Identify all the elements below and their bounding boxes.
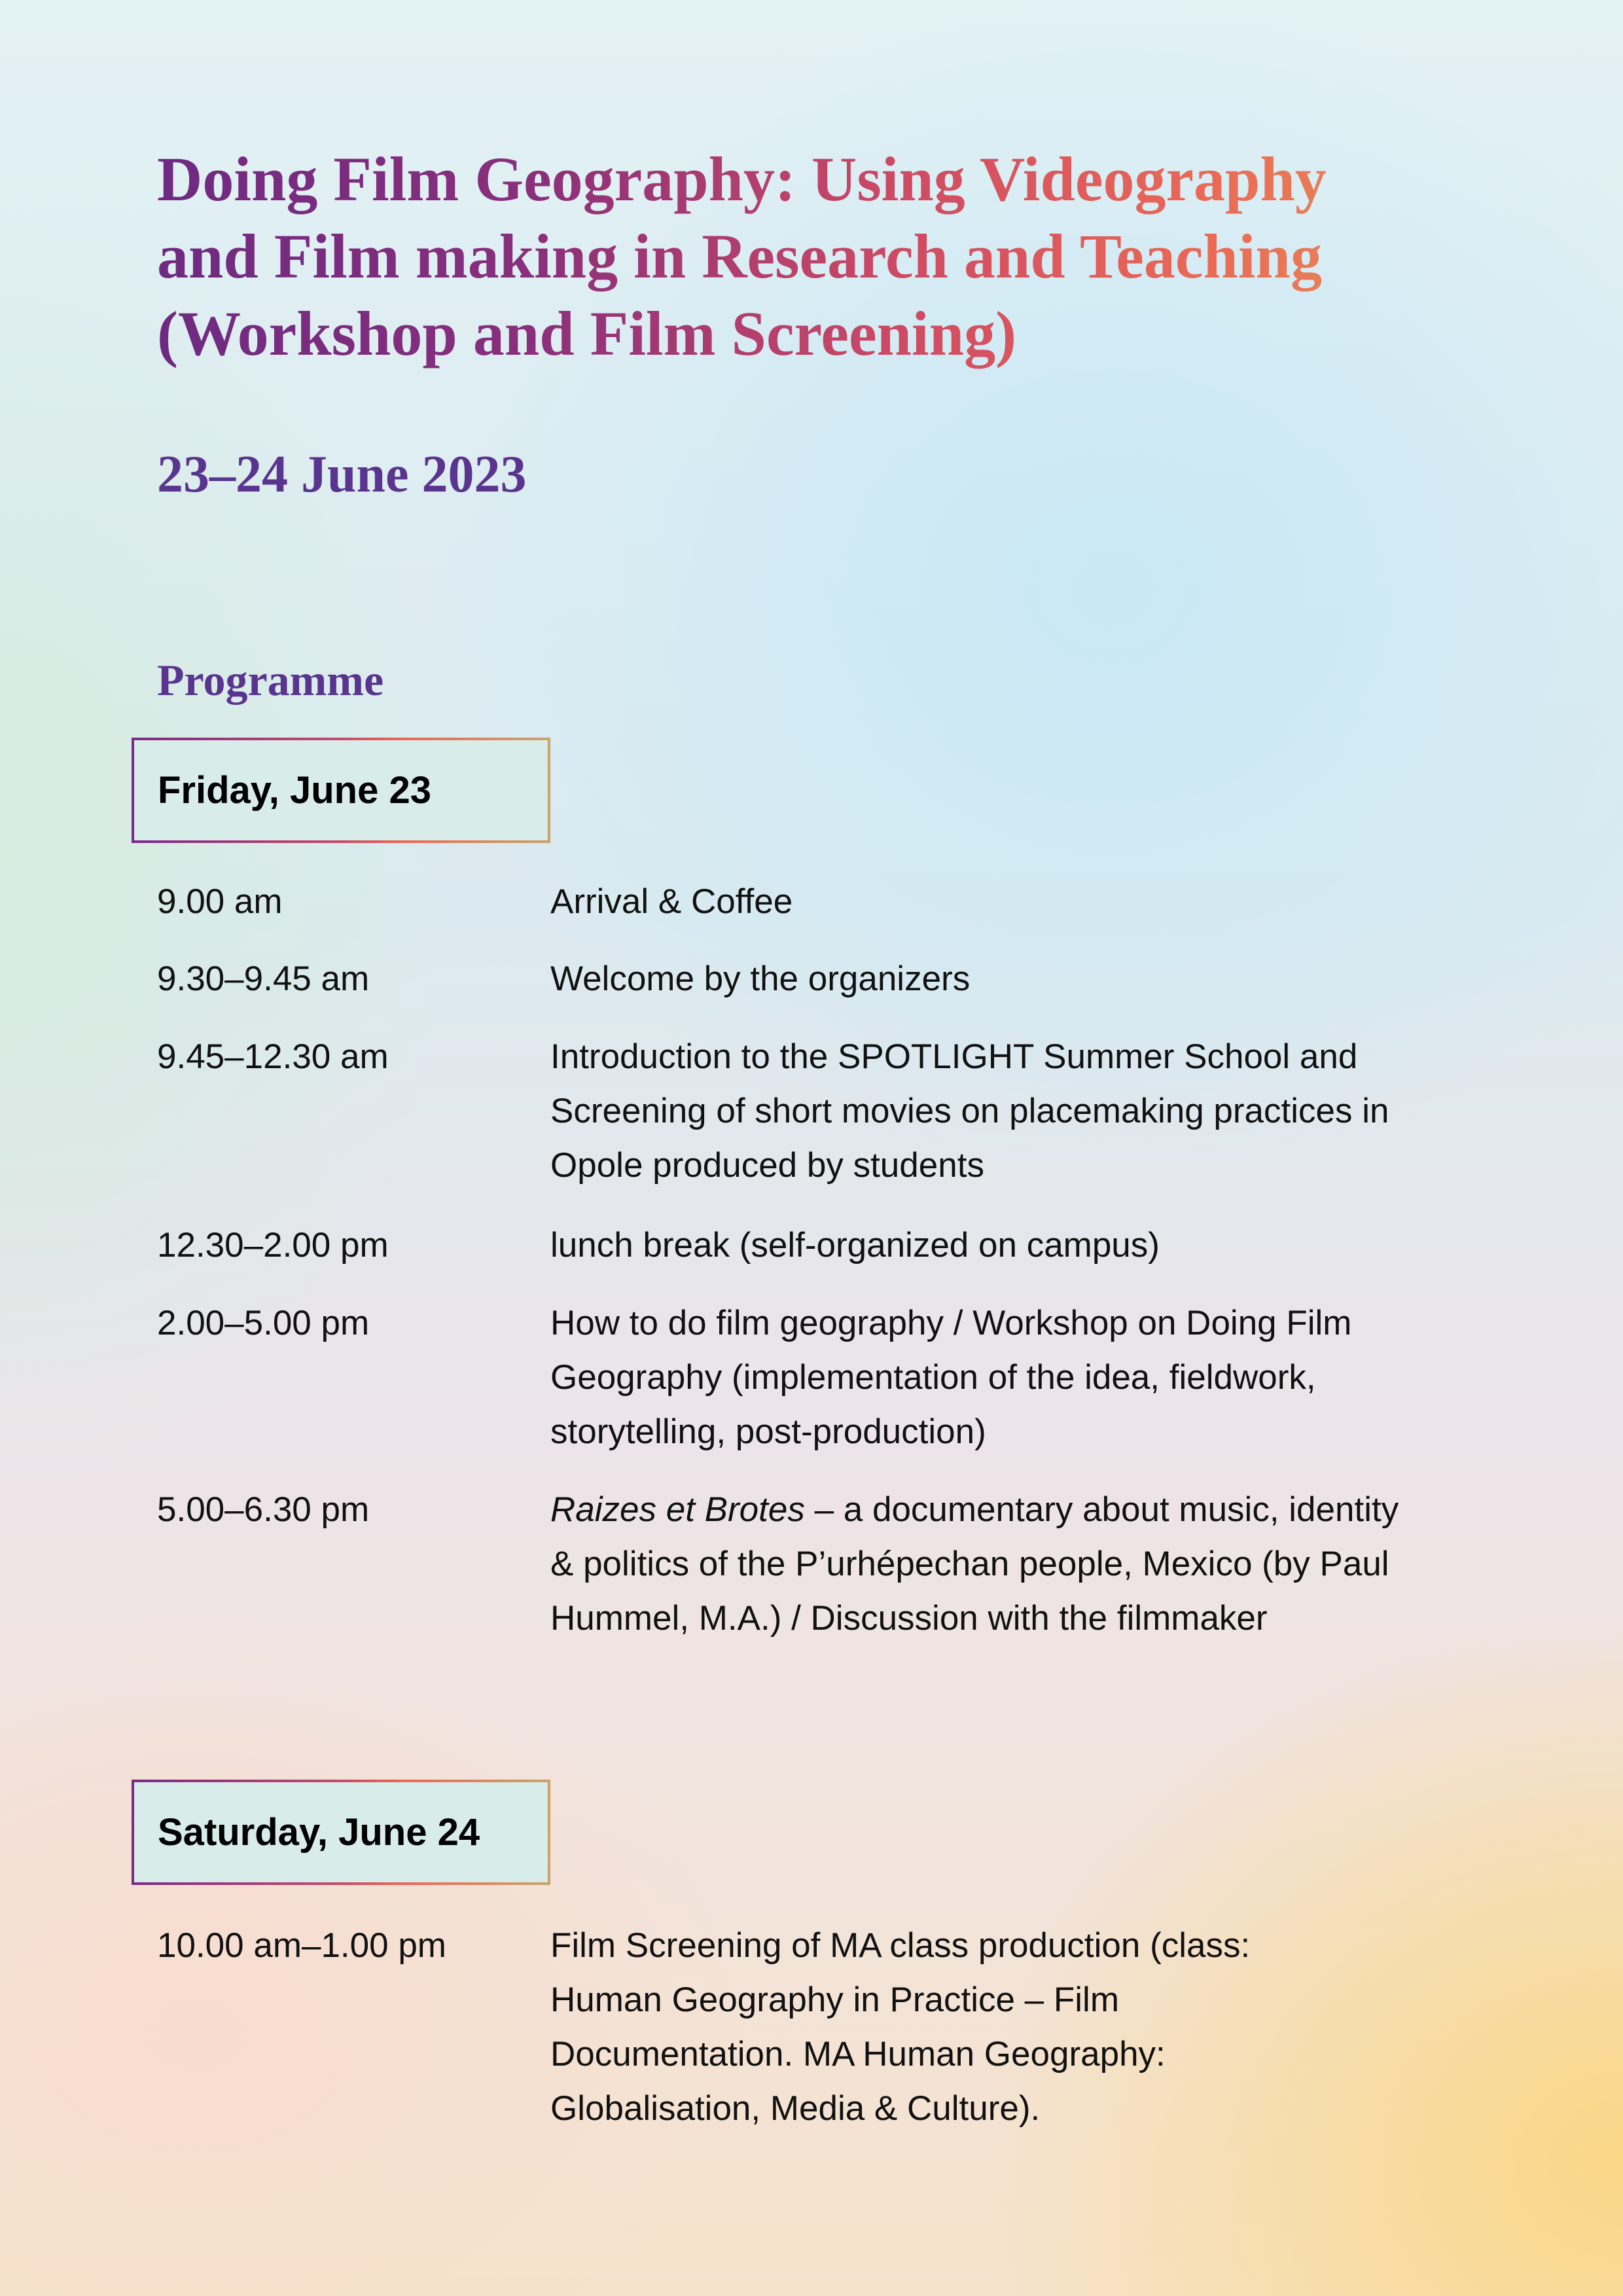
description: lunch break (self-organized on campus) bbox=[550, 1226, 1160, 1265]
description: Arrival & Coffee bbox=[550, 882, 793, 921]
description: How to do film geography / Workshop on Doing Film Geography (implementation of the idea, fieldwork, storytelling, post-production) bbox=[550, 1304, 1352, 1451]
day-label: Friday, June 23 bbox=[134, 740, 548, 840]
schedule-row bbox=[157, 1030, 1395, 1193]
film-description: – a documentary about music, identity & politics of the P’urhépechan people, Mexico (by Paul Hummel, M.A.) / Discussion with the filmmaker bbox=[550, 1490, 1399, 1638]
film-title: Raizes et Brotes bbox=[550, 1490, 805, 1529]
description bbox=[550, 1482, 1401, 1645]
description: Introduction to the SPOTLIGHT Summer School and Screening of short movies on placemaking practices in Opole produced by students bbox=[550, 1037, 1389, 1185]
programme-heading: Programme bbox=[157, 655, 384, 705]
schedule-row bbox=[157, 952, 1480, 1006]
schedule-row bbox=[157, 1918, 1342, 2136]
description: Film Screening of MA class production (class: Human Geography in Practice – Film Documentation. MA Human Geography: Globalisation, Media & Culture). bbox=[550, 1926, 1251, 2128]
time: 10.00 am–1.00 pm bbox=[157, 1926, 446, 1965]
time: 12.30–2.00 pm bbox=[157, 1226, 389, 1265]
day-header-saturday bbox=[132, 1780, 550, 1885]
time: 9.30–9.45 am bbox=[157, 960, 370, 998]
time: 2.00–5.00 pm bbox=[157, 1304, 370, 1342]
schedule-row bbox=[157, 874, 1480, 929]
event-date: 23–24 June 2023 bbox=[157, 446, 527, 503]
description: Welcome by the organizers bbox=[550, 960, 971, 998]
page-title: Doing Film Geography: Using Videography and Film making in Research and Teaching (Workshop and Film Screening) bbox=[157, 141, 1400, 372]
schedule-row bbox=[157, 1482, 1401, 1645]
day-header-friday bbox=[132, 738, 550, 843]
schedule-row bbox=[157, 1296, 1467, 1459]
time: 9.45–12.30 am bbox=[157, 1037, 389, 1076]
time: 9.00 am bbox=[157, 882, 283, 921]
schedule-row bbox=[157, 1218, 1480, 1272]
day-label: Saturday, June 24 bbox=[134, 1782, 548, 1882]
time: 5.00–6.30 pm bbox=[157, 1490, 370, 1529]
